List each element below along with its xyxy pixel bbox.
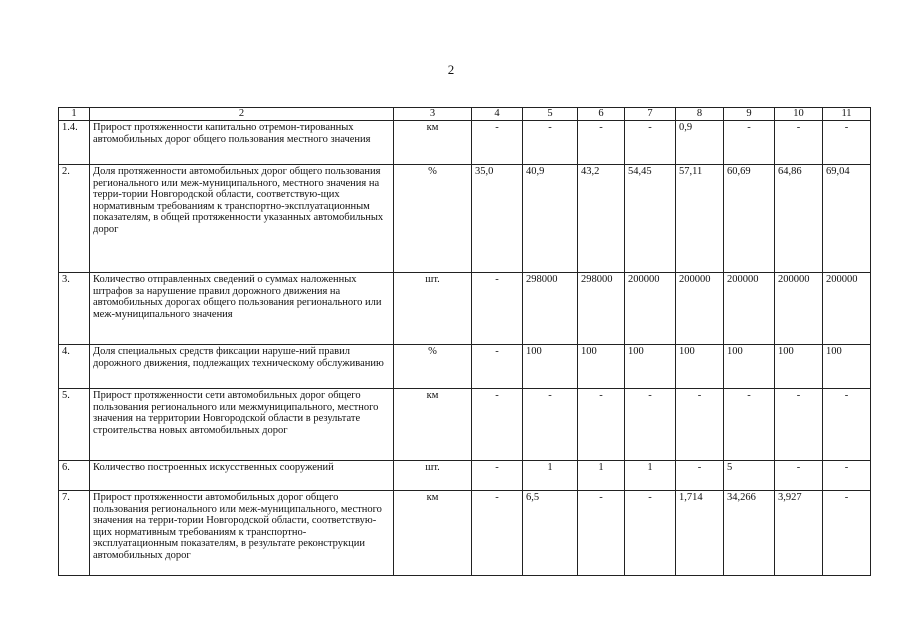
value-cell: - <box>676 389 724 461</box>
header-cell: 1 <box>59 108 90 121</box>
table-body <box>59 121 871 576</box>
value-cell: 100 <box>578 345 625 389</box>
value-cell: 69,04 <box>823 165 871 273</box>
value-cell: 100 <box>676 345 724 389</box>
value-cell: 200000 <box>823 273 871 345</box>
value-cell: - <box>775 121 823 165</box>
value-cell: 54,45 <box>625 165 676 273</box>
value-cell: 1,714 <box>676 491 724 576</box>
value-cell: 100 <box>775 345 823 389</box>
unit-cell: км <box>394 491 472 576</box>
value-cell: - <box>578 121 625 165</box>
value-cell: - <box>472 389 523 461</box>
indicator-name: Прирост протяженности капитально отремон-тированных автомобильных дорог общего пользования местного значения <box>90 121 394 165</box>
value-cell: 57,11 <box>676 165 724 273</box>
value-cell: - <box>523 121 578 165</box>
value-cell: 0,9 <box>676 121 724 165</box>
header-row <box>59 108 871 121</box>
value-cell: - <box>823 461 871 491</box>
indicator-name: Доля специальных средств фиксации наруше-ний правил дорожного движения, подлежащих техническому обслуживанию <box>90 345 394 389</box>
table-row <box>59 121 871 165</box>
value-cell: - <box>578 491 625 576</box>
indicator-name: Количество отправленных сведений о суммах наложенных штрафов за нарушение правил дорожного движения на автомобильных дорогах общего пользования регионального или меж-муниципального значения <box>90 273 394 345</box>
value-cell: - <box>823 121 871 165</box>
unit-cell: шт. <box>394 461 472 491</box>
value-cell: - <box>676 461 724 491</box>
value-cell: 6,5 <box>523 491 578 576</box>
value-cell: 298000 <box>578 273 625 345</box>
table-row <box>59 461 871 491</box>
unit-cell: шт. <box>394 273 472 345</box>
unit-cell: км <box>394 121 472 165</box>
value-cell: 43,2 <box>578 165 625 273</box>
value-cell: - <box>724 121 775 165</box>
header-cell: 10 <box>775 108 823 121</box>
value-cell: 100 <box>523 345 578 389</box>
row-number: 6. <box>59 461 90 491</box>
header-cell: 2 <box>90 108 394 121</box>
table-header <box>59 108 871 121</box>
unit-cell: км <box>394 389 472 461</box>
value-cell: - <box>472 121 523 165</box>
value-cell: - <box>724 389 775 461</box>
table-row <box>59 491 871 576</box>
unit-cell: % <box>394 165 472 273</box>
value-cell: - <box>823 389 871 461</box>
row-number: 3. <box>59 273 90 345</box>
value-cell: 200000 <box>625 273 676 345</box>
table-row <box>59 345 871 389</box>
row-number: 5. <box>59 389 90 461</box>
indicator-name: Доля протяженности автомобильных дорог общего пользования регионального или меж-муниципального, местного значения на терри-тории Новгородской области, соответствую-щих нормативным требованиям к транспортно-эксплуатационным показателям, в общей протяженности указанных автомобильных дорог <box>90 165 394 273</box>
value-cell: 34,266 <box>724 491 775 576</box>
unit-cell: % <box>394 345 472 389</box>
value-cell: 200000 <box>676 273 724 345</box>
value-cell: - <box>472 491 523 576</box>
value-cell: 60,69 <box>724 165 775 273</box>
value-cell: 3,927 <box>775 491 823 576</box>
page-number: 2 <box>447 62 455 77</box>
indicator-name: Прирост протяженности сети автомобильных дорог общего пользования регионального или межмуниципального, местного значения на территории Новгородской области в результате строительства новых автомобильных дорог <box>90 389 394 461</box>
value-cell: 35,0 <box>472 165 523 273</box>
value-cell: - <box>472 345 523 389</box>
indicators-table <box>58 107 871 576</box>
value-cell: 100 <box>724 345 775 389</box>
header-cell: 4 <box>472 108 523 121</box>
header-cell: 11 <box>823 108 871 121</box>
value-cell: - <box>625 121 676 165</box>
value-cell: - <box>775 389 823 461</box>
value-cell: 40,9 <box>523 165 578 273</box>
value-cell: - <box>472 461 523 491</box>
value-cell: 100 <box>625 345 676 389</box>
header-cell: 3 <box>394 108 472 121</box>
value-cell: - <box>625 389 676 461</box>
value-cell: 1 <box>578 461 625 491</box>
value-cell: - <box>625 491 676 576</box>
header-cell: 7 <box>625 108 676 121</box>
value-cell: - <box>523 389 578 461</box>
value-cell: - <box>578 389 625 461</box>
row-number: 7. <box>59 491 90 576</box>
table-row <box>59 389 871 461</box>
indicator-name: Количество построенных искусственных сооружений <box>90 461 394 491</box>
row-number: 1.4. <box>59 121 90 165</box>
table-row <box>59 273 871 345</box>
value-cell: 1 <box>523 461 578 491</box>
value-cell: 200000 <box>724 273 775 345</box>
value-cell: 5 <box>724 461 775 491</box>
value-cell: - <box>472 273 523 345</box>
row-number: 4. <box>59 345 90 389</box>
header-cell: 8 <box>676 108 724 121</box>
header-cell: 6 <box>578 108 625 121</box>
value-cell: - <box>823 491 871 576</box>
row-number: 2. <box>59 165 90 273</box>
value-cell: - <box>775 461 823 491</box>
value-cell: 100 <box>823 345 871 389</box>
header-cell: 5 <box>523 108 578 121</box>
table-row <box>59 165 871 273</box>
value-cell: 200000 <box>775 273 823 345</box>
value-cell: 64,86 <box>775 165 823 273</box>
value-cell: 298000 <box>523 273 578 345</box>
indicator-name: Прирост протяженности автомобильных дорог общего пользования регионального или меж-муниципального, местного значения на терри-тории Новгородской области, соответствую-щих нормативным требованиям к транспортно-эксплуатационным показателям, в результате реконструкции автомобильных дорог <box>90 491 394 576</box>
header-cell: 9 <box>724 108 775 121</box>
value-cell: 1 <box>625 461 676 491</box>
